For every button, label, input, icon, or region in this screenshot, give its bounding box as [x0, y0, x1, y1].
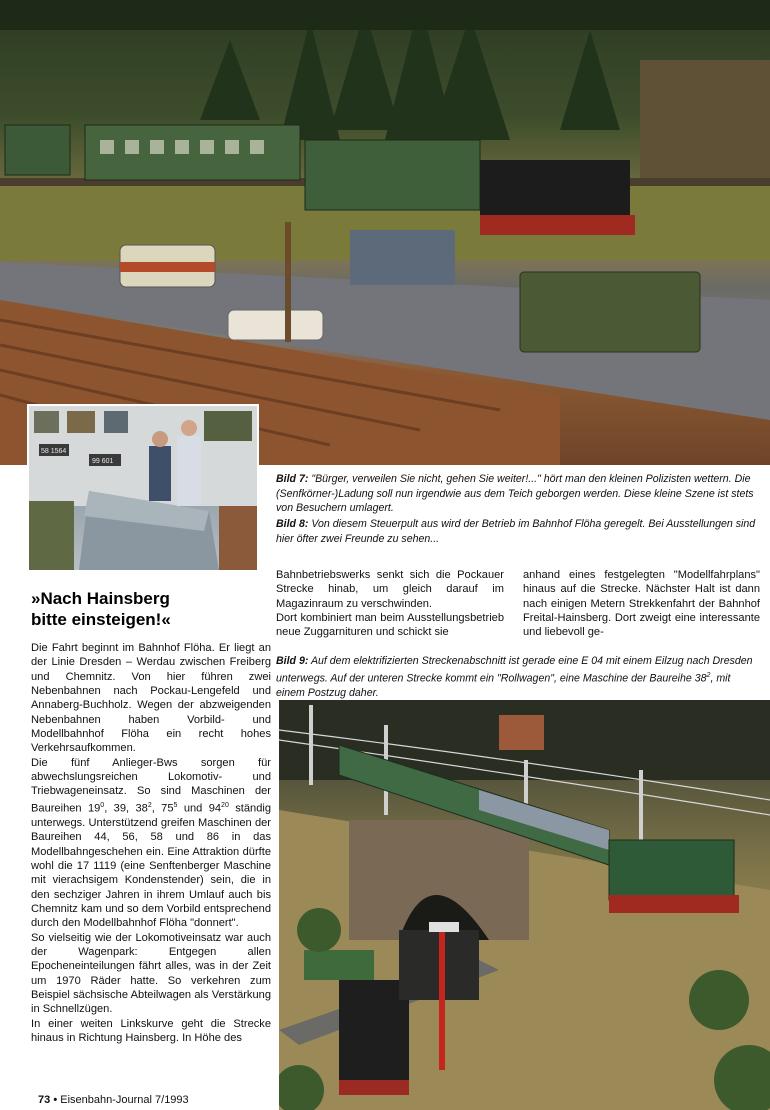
caption-bild-9-label: Bild 9: [276, 655, 309, 667]
article-headline [31, 588, 271, 630]
caption-bild-9-sup: 2 [706, 671, 711, 679]
paragraph-2-sup-2: 2 [147, 801, 152, 809]
caption-bild-7-label: Bild 7: [276, 473, 309, 485]
paragraph-2-part-b: , 39, 38 [104, 802, 148, 815]
caption-bild-8-label: Bild 8: [276, 518, 309, 530]
caption-bild-9 [276, 654, 760, 700]
photo-bild-9 [279, 700, 770, 1110]
paragraph-2-part-c: , 75 [151, 802, 174, 815]
publication-name: Eisenbahn-Journal 7/1993 [60, 1094, 189, 1106]
paragraph-2-part-d: und 94 [177, 802, 222, 815]
inset-sign-b: 99 601 [92, 458, 114, 465]
headline-line-1: »Nach Hainsberg [31, 589, 170, 608]
right-paragraph-1: anhand eines festgelegten "Modellfahrplans" hinaus auf die Strecke. Nächster Halt ist dann nach einigen Metern Strekkenfahrt der Bahnhof Freital-Hainsberg. Dort zweigt eine interessante und liebevoll ge- [523, 569, 760, 639]
caption-bild-7-text: "Bürger, verweilen Sie nicht, gehen Sie weiter!..." hört man den kleinen Polizisten wettern. Die (Senfkörner-)Ladung soll nun irgendwie aus dem Teich geborgen werden. Diese kleine Szene ist stets von Besuchern umlagert. [276, 473, 754, 514]
page-footer [38, 1094, 189, 1106]
page-number: 73 [38, 1094, 51, 1106]
article-column-left [31, 641, 271, 1045]
paragraph-1: Die Fahrt beginnt im Bahnhof Flöha. Er liegt an der Linie Dresden – Werdau zwischen Freiberg und Chemnitz. Von hier führen zwei Nebenbahnen nach Pockau-Lengefeld und Annaberg-Buchholz. Wegen der abzweigenden Nebenbahnen haben Vorbild- und Modellbahnhof Flöha ein recht hohes Verkehrsaufkommen. [31, 642, 271, 755]
middle-paragraph-2: Dort kombiniert man beim Ausstellungsbetrieb neue Zuggarnituren und schickt sie [276, 612, 504, 639]
photo-bild-8 [27, 404, 259, 572]
caption-bild-9-text-b: , mit einem Postzug daher. [276, 672, 731, 699]
paragraph-2-sup-1: 0 [100, 801, 105, 809]
paragraph-2 [31, 756, 271, 931]
caption-bild-9-text-a: Auf dem elektrifizierten Streckenabschnitt ist gerade eine E 04 mit einem Eilzug nach Dresden unterwegs. Auf der unteren Strecke kommt ein "Rollwagen", eine Maschine der Baureihe 38 [276, 655, 753, 685]
photo-bild-8-illustration [29, 406, 257, 570]
paragraph-2-sup-4: 20 [221, 801, 229, 809]
paragraph-2-part-a: Die fünf Anlieger-Bws sorgen für abwechslungsreichen Lokomotiv- und Triebwageneinsatz. So sind Maschinen der Baureihen 19 [31, 756, 271, 815]
caption-bild-7 [276, 472, 760, 516]
caption-bild-8 [276, 517, 760, 546]
paragraph-4: In einer weiten Linkskurve geht die Strecke hinaus in Richtung Hainsberg. In Höhe des [31, 1017, 271, 1044]
paragraph-2-part-e: ständig unterwegs. Unterstützend greifen Maschinen der Baureihen 44, 56, 58 und 86 in das Modellbahngeschehen ein. Eine Attraktion dürfte wohl die 17 1119 (eine Senftenberger Maschine mit vierachsigem Kondenstender) sein, die in den sechziger Jahren in ihrem Umlauf auch bis Chemnitz kam und so dem Vorbild entsprechend durch den Modellbahnhof Flöha "donnert". [31, 802, 271, 930]
photo-bild-9-illustration [279, 700, 770, 1110]
paragraph-3: So vielseitig wie der Lokomotiveinsatz war auch der Wagenpark: Entgegen allen Epocheneinteilungen fährt alles, was in der Zeit um 1970 Räder hatte. So verkehren zum Beispiel sächsische Abteilwagen als Verstärkung in Schnellzügen. [31, 931, 271, 1016]
paragraph-2-sup-3: 5 [173, 801, 178, 809]
photo-bild-7 [0, 0, 770, 465]
caption-bild-8-text: Von diesem Steuerpult aus wird der Betrieb im Bahnhof Flöha geregelt. Bei Ausstellungen sind hier öfter zwei Freunde zu sehen... [276, 518, 756, 545]
article-column-middle [276, 568, 504, 640]
footer-separator: • [53, 1094, 58, 1106]
middle-paragraph-1: Bahnbetriebswerks senkt sich die Pockauer Strecke hinab, um gleich darauf im Magazinraum zu verschwinden. [276, 569, 504, 610]
photo-bild-7-illustration [0, 0, 770, 465]
article-column-right [523, 568, 760, 640]
inset-sign-a: 58 1564 [41, 448, 67, 455]
headline-line-2: bitte einsteigen!« [31, 610, 171, 629]
